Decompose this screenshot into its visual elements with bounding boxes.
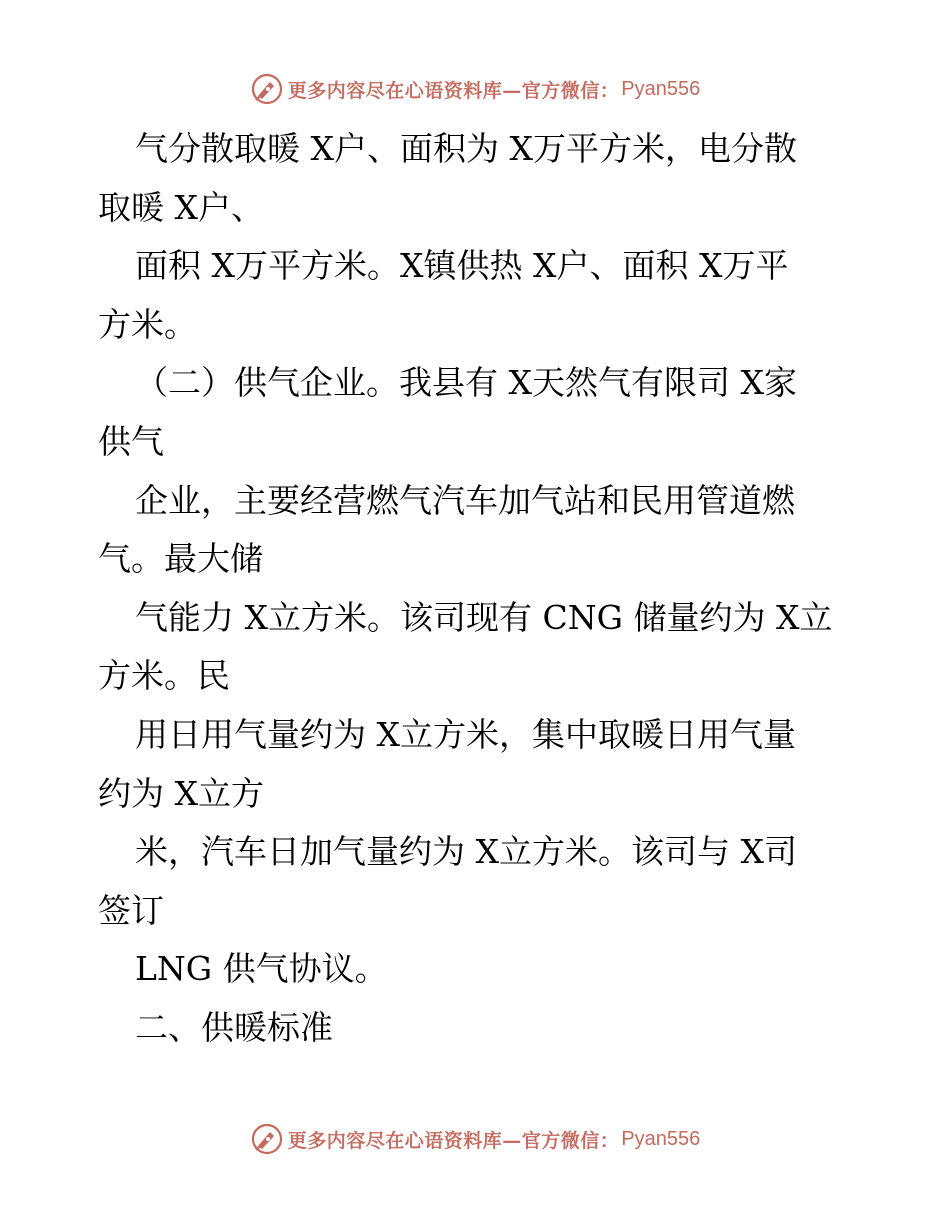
text-line: 米，汽车日加气量约为 X立方米。该司与 X司 (135, 832, 797, 872)
pen-nib-logo-icon (250, 72, 284, 106)
document-body (98, 120, 858, 1058)
text-line: 气能力 X立方米。该司现有 CNG 储量约为 X立 (135, 597, 833, 637)
header-watermark (0, 72, 950, 106)
text-line: 企业，主要经营燃气汽车加气站和民用管道燃 (135, 480, 795, 520)
text-line: （二）供气企业。我县有 X天然气有限司 X家 (135, 363, 797, 403)
watermark-wechat-id: Pyan556 (621, 77, 701, 100)
text-line: 供气 (98, 421, 164, 461)
text-line: 方米。民 (98, 656, 230, 696)
text-line: 方米。 (98, 304, 197, 344)
text-line: 签订 (98, 890, 164, 930)
text-line: 取暖 X户、 (98, 187, 264, 227)
text-line: 气分散取暖 X户、面积为 X万平方米，电分散 (135, 129, 797, 168)
text-line: 面积 X万平方米。X镇供热 X户、面积 X万平 (135, 246, 789, 286)
footer-watermark (0, 1122, 950, 1156)
watermark-text: 更多内容尽在心语资料库—官方微信： (287, 1129, 620, 1152)
pen-nib-logo-icon (250, 1122, 284, 1156)
watermark-wechat-id: Pyan556 (621, 1127, 701, 1150)
section-heading: 二、供暖标准 (135, 1007, 333, 1047)
text-line: 约为 X立方 (98, 773, 264, 813)
text-line: 用日用气量约为 X立方米，集中取暖日用气量 (135, 714, 796, 754)
text-line: LNG 供气协议。 (135, 949, 388, 989)
text-line: 气。最大储 (98, 539, 263, 579)
watermark-text: 更多内容尽在心语资料库—官方微信： (287, 79, 620, 102)
